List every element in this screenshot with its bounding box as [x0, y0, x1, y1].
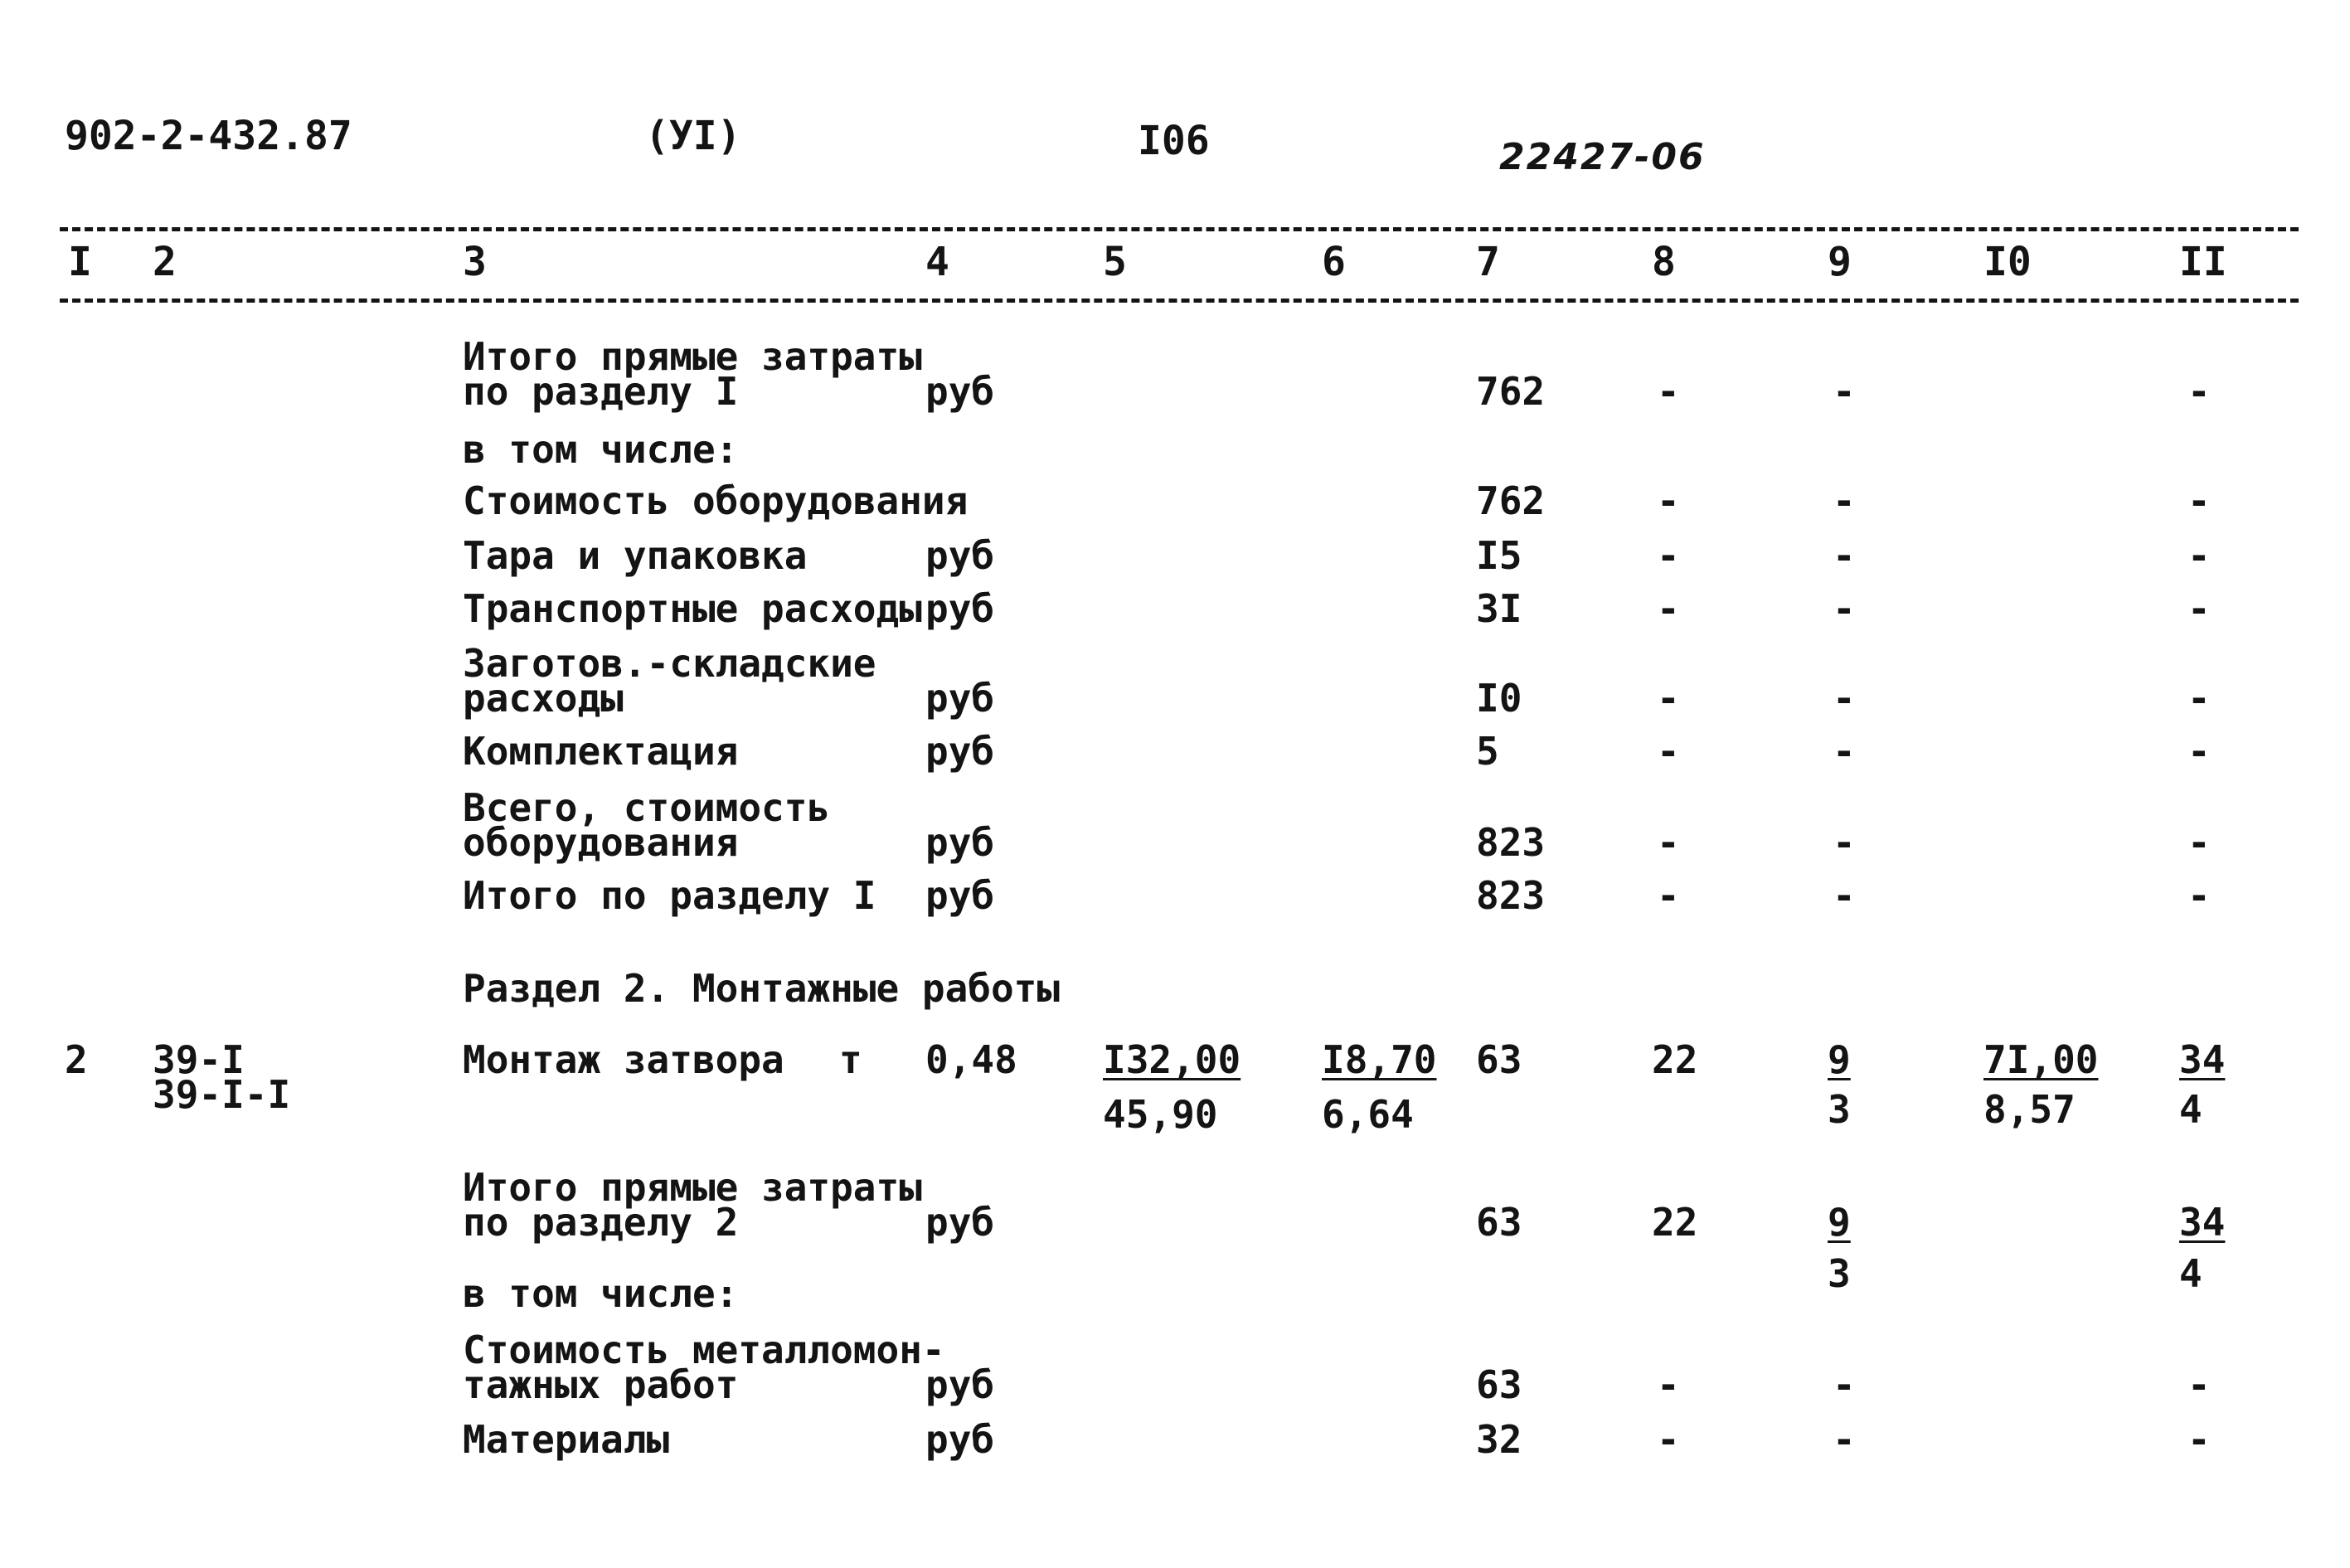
s2-including-label: в том числе: — [463, 1271, 739, 1316]
s2-materials-label: Материалы — [463, 1417, 670, 1462]
s1-total-section-unit: руб — [925, 873, 995, 918]
s2-item-unit: т — [839, 1037, 862, 1082]
s1-equipment-cost-c9: - — [1833, 478, 1856, 523]
s1-including-label: в том числе: — [463, 427, 739, 472]
s1-equipment-cost-c11: - — [2187, 478, 2211, 523]
s1-total-section-c7: 823 — [1476, 873, 1546, 918]
s1-kitting-unit: руб — [925, 729, 995, 774]
s1-kitting-c7: 5 — [1476, 729, 1499, 774]
s1-procurement-c8: - — [1657, 676, 1680, 721]
s2-item-number: 2 — [65, 1037, 88, 1082]
s1-packaging-c11: - — [2187, 533, 2211, 578]
s2-direct-costs-c11-bottom: 4 — [2179, 1251, 2202, 1296]
s1-packaging-label: Тара и упаковка — [463, 533, 808, 578]
s1-transport-c8: - — [1657, 586, 1680, 631]
s1-kitting-c9: - — [1833, 729, 1856, 774]
top-divider — [60, 227, 2299, 231]
s1-packaging-unit: руб — [925, 533, 995, 578]
s1-direct-costs-unit: руб — [925, 369, 995, 414]
col-header-11: II — [2179, 239, 2227, 285]
volume-number: (УI) — [645, 113, 741, 159]
s1-equipment-cost-c7: 762 — [1476, 478, 1546, 523]
col-header-8: 8 — [1652, 239, 1676, 285]
s1-total-equipment-label-2: оборудования — [463, 820, 739, 865]
s1-procurement-c7: I0 — [1476, 676, 1522, 721]
col-header-4: 4 — [925, 239, 949, 285]
s1-kitting-c11: - — [2187, 729, 2211, 774]
col-header-1: I — [68, 239, 92, 285]
col-header-6: 6 — [1322, 239, 1346, 285]
s1-total-section-c9: - — [1833, 873, 1856, 918]
s2-metal-works-label-2: тажных работ — [463, 1362, 739, 1407]
s1-transport-c9: - — [1833, 586, 1856, 631]
s1-direct-costs-c7: 762 — [1476, 369, 1546, 414]
s2-item-qty: 0,48 — [925, 1037, 1017, 1082]
s2-metal-works-c7: 63 — [1476, 1362, 1522, 1407]
s2-item-c5-top: I32,00 — [1103, 1037, 1241, 1082]
s2-direct-costs-label-2: по разделу 2 — [463, 1200, 739, 1245]
col-header-3: 3 — [463, 239, 487, 285]
s2-item-c6-bottom: 6,64 — [1322, 1092, 1414, 1137]
col-header-2: 2 — [153, 239, 177, 285]
s1-total-equipment-c7: 823 — [1476, 820, 1546, 865]
s2-direct-costs-c7: 63 — [1476, 1200, 1522, 1245]
col-header-9: 9 — [1828, 239, 1852, 285]
s2-direct-costs-label-1: Итого прямые затраты — [463, 1165, 922, 1210]
s2-direct-costs-unit: руб — [925, 1200, 995, 1245]
s2-item-code-2: 39-I-I — [153, 1072, 291, 1117]
col-header-10: I0 — [1983, 239, 2032, 285]
s1-equipment-cost-label: Стоимость оборудования — [463, 478, 969, 523]
s1-transport-unit: руб — [925, 586, 995, 631]
s1-total-section-c8: - — [1657, 873, 1680, 918]
s2-title: Раздел 2. Монтажные работы — [463, 966, 1061, 1011]
s2-item-c5-bottom: 45,90 — [1103, 1092, 1218, 1137]
s2-item-c10-bottom: 8,57 — [1983, 1087, 2076, 1132]
s2-direct-costs-c11-top: 34 — [2179, 1200, 2226, 1245]
col-header-5: 5 — [1103, 239, 1127, 285]
s1-packaging-c9: - — [1833, 533, 1856, 578]
s1-transport-label: Транспортные расходы — [463, 586, 922, 631]
s1-procurement-c11: - — [2187, 676, 2211, 721]
s2-item-code-1: 39-I — [153, 1037, 245, 1082]
s2-metal-works-c8: - — [1657, 1362, 1680, 1407]
s1-procurement-unit: руб — [925, 676, 995, 721]
s1-total-section-c11: - — [2187, 873, 2211, 918]
s1-direct-costs-c9: - — [1833, 369, 1856, 414]
document-code: 902-2-432.87 — [65, 113, 352, 159]
s2-item-c11-top: 34 — [2179, 1037, 2226, 1082]
s1-packaging-c7: I5 — [1476, 533, 1522, 578]
s1-total-equipment-c11: - — [2187, 820, 2211, 865]
s2-item-c7: 63 — [1476, 1037, 1522, 1082]
s2-item-name: Монтаж затвора — [463, 1037, 784, 1082]
s1-packaging-c8: - — [1657, 533, 1680, 578]
s1-transport-c7: 3I — [1476, 586, 1522, 631]
s1-direct-costs-label-2: по разделу I — [463, 369, 739, 414]
s1-procurement-c9: - — [1833, 676, 1856, 721]
s2-item-c10-top: 7I,00 — [1983, 1037, 2099, 1082]
page-number: I06 — [1138, 118, 1210, 164]
s1-direct-costs-c8: - — [1657, 369, 1680, 414]
s2-metal-works-c9: - — [1833, 1362, 1856, 1407]
s2-item-c9-bottom: 3 — [1828, 1087, 1851, 1132]
s2-item-c8: 22 — [1652, 1037, 1698, 1082]
s2-item-c11-bottom: 4 — [2179, 1087, 2202, 1132]
s2-metal-works-c11: - — [2187, 1362, 2211, 1407]
s2-materials-c7: 32 — [1476, 1417, 1522, 1462]
s2-item-c6-top: I8,70 — [1322, 1037, 1437, 1082]
col-header-7: 7 — [1476, 239, 1500, 285]
s2-direct-costs-c8: 22 — [1652, 1200, 1698, 1245]
s1-total-section-label: Итого по разделу I — [463, 873, 876, 918]
s1-equipment-cost-c8: - — [1657, 478, 1680, 523]
s2-direct-costs-c9-bottom: 3 — [1828, 1251, 1851, 1296]
s1-procurement-label-2: расходы — [463, 676, 624, 721]
s1-kitting-c8: - — [1657, 729, 1680, 774]
s1-direct-costs-c11: - — [2187, 369, 2211, 414]
s2-metal-works-label-1: Стоимость металломон- — [463, 1328, 945, 1372]
header-divider — [60, 299, 2299, 303]
s2-direct-costs-c9-top: 9 — [1828, 1200, 1851, 1245]
s1-total-equipment-unit: руб — [925, 820, 995, 865]
s2-materials-c8: - — [1657, 1417, 1680, 1462]
s1-transport-c11: - — [2187, 586, 2211, 631]
s1-direct-costs-label-1: Итого прямые затраты — [463, 334, 922, 379]
s1-total-equipment-c8: - — [1657, 820, 1680, 865]
s1-kitting-label: Комплектация — [463, 729, 739, 774]
s1-procurement-label-1: Заготов.-складские — [463, 641, 876, 686]
s2-materials-c11: - — [2187, 1417, 2211, 1462]
handwritten-reference: 22427-06 — [1499, 136, 1706, 178]
s2-item-c9-top: 9 — [1828, 1037, 1851, 1082]
s2-materials-c9: - — [1833, 1417, 1856, 1462]
s2-materials-unit: руб — [925, 1417, 995, 1462]
s2-metal-works-unit: руб — [925, 1362, 995, 1407]
s1-total-equipment-c9: - — [1833, 820, 1856, 865]
s1-total-equipment-label-1: Всего, стоимость — [463, 785, 831, 830]
